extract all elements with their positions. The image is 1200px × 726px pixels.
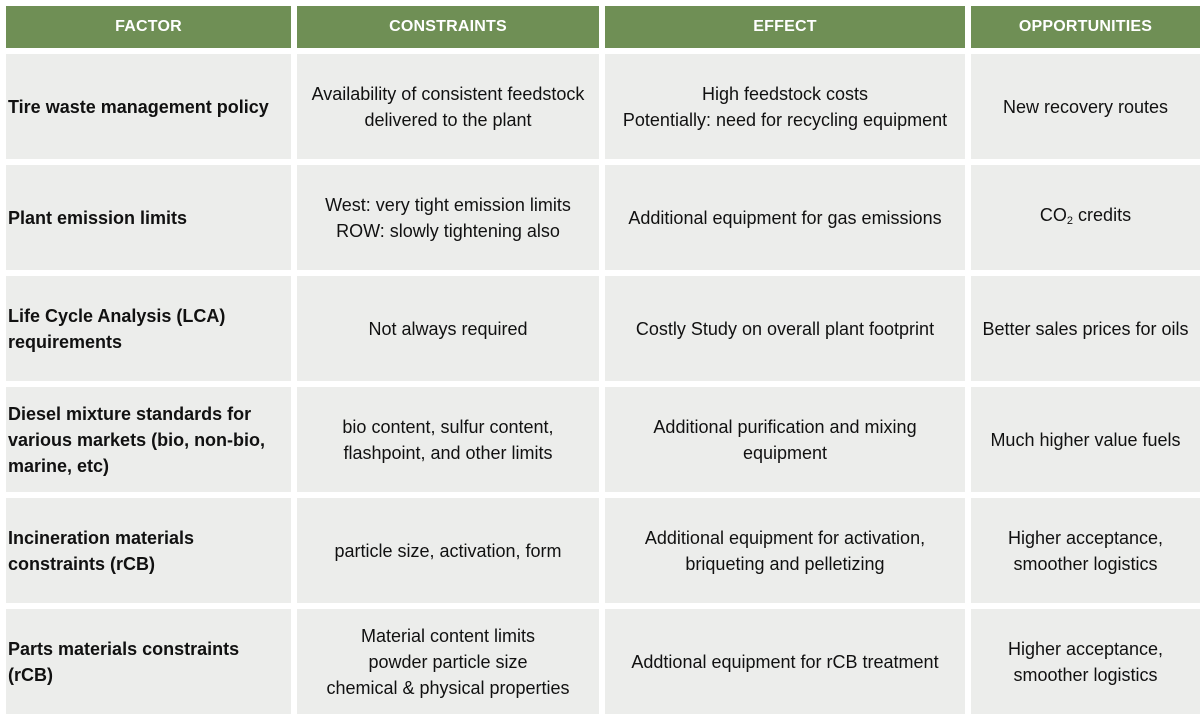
cell-line: Costly Study on overall plant footprint (635, 318, 935, 339)
table-row (6, 609, 1200, 714)
cell-line: Parts materials constraints (rCB) (8, 638, 240, 685)
header-factor: FACTOR (6, 6, 291, 48)
header-opportunities: OPPORTUNITIES (971, 6, 1200, 48)
table-row (6, 165, 1200, 270)
cell-line: West: very tight emission limits (325, 194, 571, 215)
table-row (6, 54, 1200, 159)
factor-cell (6, 165, 291, 270)
cell-line: Higher acceptance, (1007, 638, 1164, 659)
table-row (6, 387, 1200, 492)
effect-cell (605, 498, 965, 603)
header-constraints: CONSTRAINTS (297, 6, 599, 48)
cell-line: equipment (742, 442, 828, 463)
cell-line: constraints (rCB) (8, 553, 156, 574)
cell-line: New recovery routes (1002, 96, 1169, 117)
constraints-cell (297, 609, 599, 714)
effect-cell (605, 609, 965, 714)
cell-line: delivered to the plant (364, 109, 532, 130)
constraints-cell (297, 498, 599, 603)
cell-line: Not always required (368, 318, 528, 339)
cell-line: Incineration materials (8, 527, 195, 548)
constraints-cell (297, 165, 599, 270)
opportunities-cell (971, 54, 1200, 159)
cell-line: Much higher value fuels (990, 429, 1181, 450)
cell-line: Life Cycle Analysis (LCA) (8, 305, 226, 326)
cell-line: Tire waste management policy (8, 96, 269, 117)
cell-line: powder particle size (368, 651, 528, 672)
effect-cell (605, 387, 965, 492)
factor-cell (6, 54, 291, 159)
cell-line: chemical & physical properties (326, 677, 570, 698)
cell-line: requirements (8, 331, 123, 352)
cell-line: Better sales prices for oils (982, 318, 1189, 339)
opportunities-cell (971, 165, 1200, 270)
effect-cell (605, 54, 965, 159)
effect-cell (605, 276, 965, 381)
effect-cell (605, 165, 965, 270)
cell-line: ROW: slowly tightening also (336, 220, 560, 241)
cell-line: smoother logistics (1013, 664, 1158, 685)
cell-line: Additional purification and mixing (653, 416, 917, 437)
constraints-cell (297, 54, 599, 159)
header-effect: EFFECT (605, 6, 965, 48)
header-row (6, 6, 1200, 48)
co2-suffix: credits (1073, 204, 1132, 225)
cell-line: Diesel mixture standards for (8, 403, 252, 424)
table-row (6, 498, 1200, 603)
co2-subscript: 2 (1066, 214, 1074, 227)
cell-line: flashpoint, and other limits (343, 442, 553, 463)
cell-line: Availability of consistent feedstock (311, 83, 585, 104)
opportunities-cell (971, 498, 1200, 603)
factor-cell (6, 387, 291, 492)
cell-line: various markets (bio, non-bio, (8, 429, 266, 450)
table-row (6, 276, 1200, 381)
cell-line: particle size, activation, form (334, 540, 562, 561)
cell-line: Addtional equipment for rCB treatment (631, 651, 939, 672)
cell-line: Material content limits (360, 625, 536, 646)
factor-cell (6, 609, 291, 714)
constraints-cell (297, 276, 599, 381)
cell-line: Potentially: need for recycling equipment (622, 109, 948, 130)
factor-cell (6, 276, 291, 381)
cell-line: High feedstock costs (701, 83, 869, 104)
cell-line: Higher acceptance, (1007, 527, 1164, 548)
cell-line: Plant emission limits (8, 207, 188, 228)
cell-line: bio content, sulfur content, (342, 416, 554, 437)
opportunities-cell (971, 276, 1200, 381)
opportunities-cell (971, 609, 1200, 714)
cell-line: smoother logistics (1013, 553, 1158, 574)
co2-prefix: CO (1039, 204, 1067, 225)
cell-line: marine, etc) (8, 455, 110, 476)
constraints-cell (297, 387, 599, 492)
cell-line: briqueting and pelletizing (685, 553, 885, 574)
cell-line: Additional equipment for activation, (644, 527, 926, 548)
factor-cell (6, 498, 291, 603)
opportunities-cell (971, 387, 1200, 492)
co2-credits-text (975, 202, 1196, 234)
cell-line: Additional equipment for gas emissions (628, 207, 942, 228)
